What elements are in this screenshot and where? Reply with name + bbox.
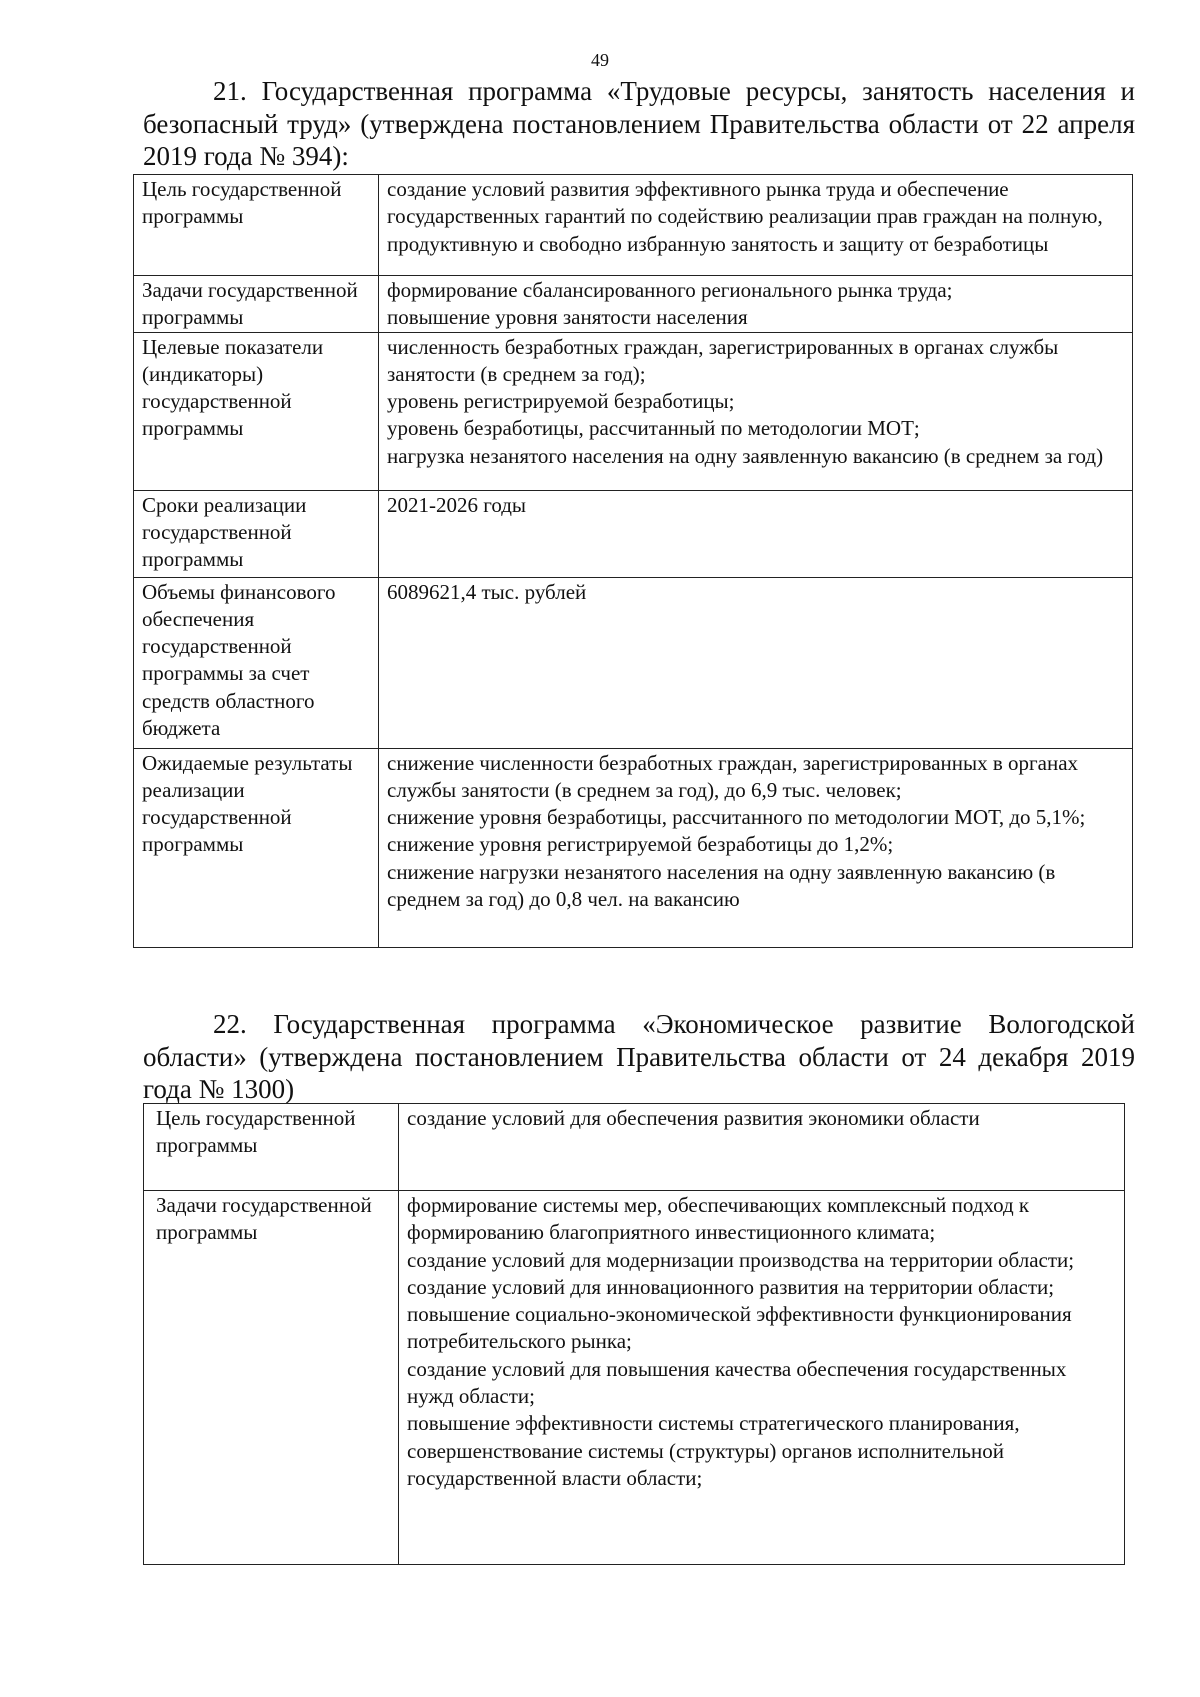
value-line: нагрузка незанятого населения на одну заявленную вакансию (в среднем за год) [387,443,1104,468]
row-value [379,748,1133,947]
row-value [399,1104,1125,1191]
table-row [134,577,1133,748]
row-label: Целевые показатели (индикаторы) государственной программы [134,332,379,490]
section-22-table [143,1103,1125,1565]
row-value [379,276,1133,333]
value-line: создание условий для повышения качества обеспечения государственных нужд области; [407,1356,1067,1409]
section-22-heading-text: 22. Государственная программа «Экономическое развитие Вологодской области» (утверждена постановлением Правительства области от 24 декабря 2019 года № 1300) [143,1009,1135,1104]
value-line: численность безработных граждан, зарегистрированных в органах службы занятости (в среднем за год); [387,334,1059,386]
value-line: создание условий для обеспечения развития экономики области [407,1106,980,1130]
value-line: создание условий для модернизации производства на территории области; [407,1247,1075,1272]
row-value [399,1191,1125,1565]
row-label: Сроки реализации государственной программы [134,490,379,577]
value-line: создание условий развития эффективного рынка труда и обеспечение государственных гарантий по содействию реализации прав граждан на полную, продуктивную и свободно избранную занятость и защиту от безработицы [387,177,1103,256]
table-row [144,1104,1125,1191]
row-label: Цель государственной программы [144,1104,399,1191]
section-21-table [133,174,1133,948]
table-row [144,1191,1125,1565]
value-line: снижение уровня безработицы, рассчитанного по методологии МОТ, до 5,1%; [387,805,1086,830]
value-line: формирование сбалансированного регионального рынка труда; [387,278,953,302]
value-line: снижение уровня регистрируемой безработицы до 1,2%; [387,832,894,857]
value-line: 2021-2026 годы [387,492,527,517]
section-21-heading-text: 21. Государственная программа «Трудовые ресурсы, занятость населения и безопасный труд» (утверждена постановлением Правительства области от 22 апреля 2019 года № 394): [143,76,1135,171]
row-label: Задачи государственной программы [134,276,379,333]
row-value [379,490,1133,577]
table-row [134,748,1133,947]
row-label: Цель государственной программы [134,175,379,276]
row-label: Объемы финансового обеспечения государственной программы за счет средств областного бюджета [134,577,379,748]
row-value [379,175,1133,276]
value-line: 6089621,4 тыс. рублей [387,579,587,604]
value-line: формирование системы мер, обеспечивающих комплексный подход к формированию благоприятного инвестиционного климата; [407,1193,1030,1245]
table-row [134,490,1133,577]
row-label: Ожидаемые результаты реализации государственной программы [134,748,379,947]
table-row [134,175,1133,276]
value-line: повышение социально-экономической эффективности функционирования потребительского рынка; [407,1302,1072,1354]
section-22-heading [143,1008,1135,1106]
page-number: 49 [591,50,609,70]
value-line: снижение нагрузки незанятого населения на одну заявленную вакансию (в среднем за год) до 0,8 чел. на вакансию [387,859,1056,912]
value-line: снижение численности безработных граждан, зарегистрированных в органах службы занятости (в среднем за год), до 6,9 тыс. человек; [387,750,1079,802]
row-value [379,577,1133,748]
value-line: уровень безработицы, рассчитанный по методологии МОТ; [387,416,920,441]
section-21-heading [143,75,1135,173]
table-row [134,276,1133,333]
table-row [134,332,1133,490]
value-line: уровень регистрируемой безработицы; [387,389,735,414]
value-line: создание условий для инновационного развития на территории области; [407,1274,1055,1299]
row-label: Задачи государственной программы [144,1191,399,1565]
value-line: повышение уровня занятости населения [387,305,748,330]
row-value [379,332,1133,490]
value-line: повышение эффективности системы стратегического планирования, совершенствование системы (структуры) органов исполнительной государственной власти области; [407,1411,1020,1490]
